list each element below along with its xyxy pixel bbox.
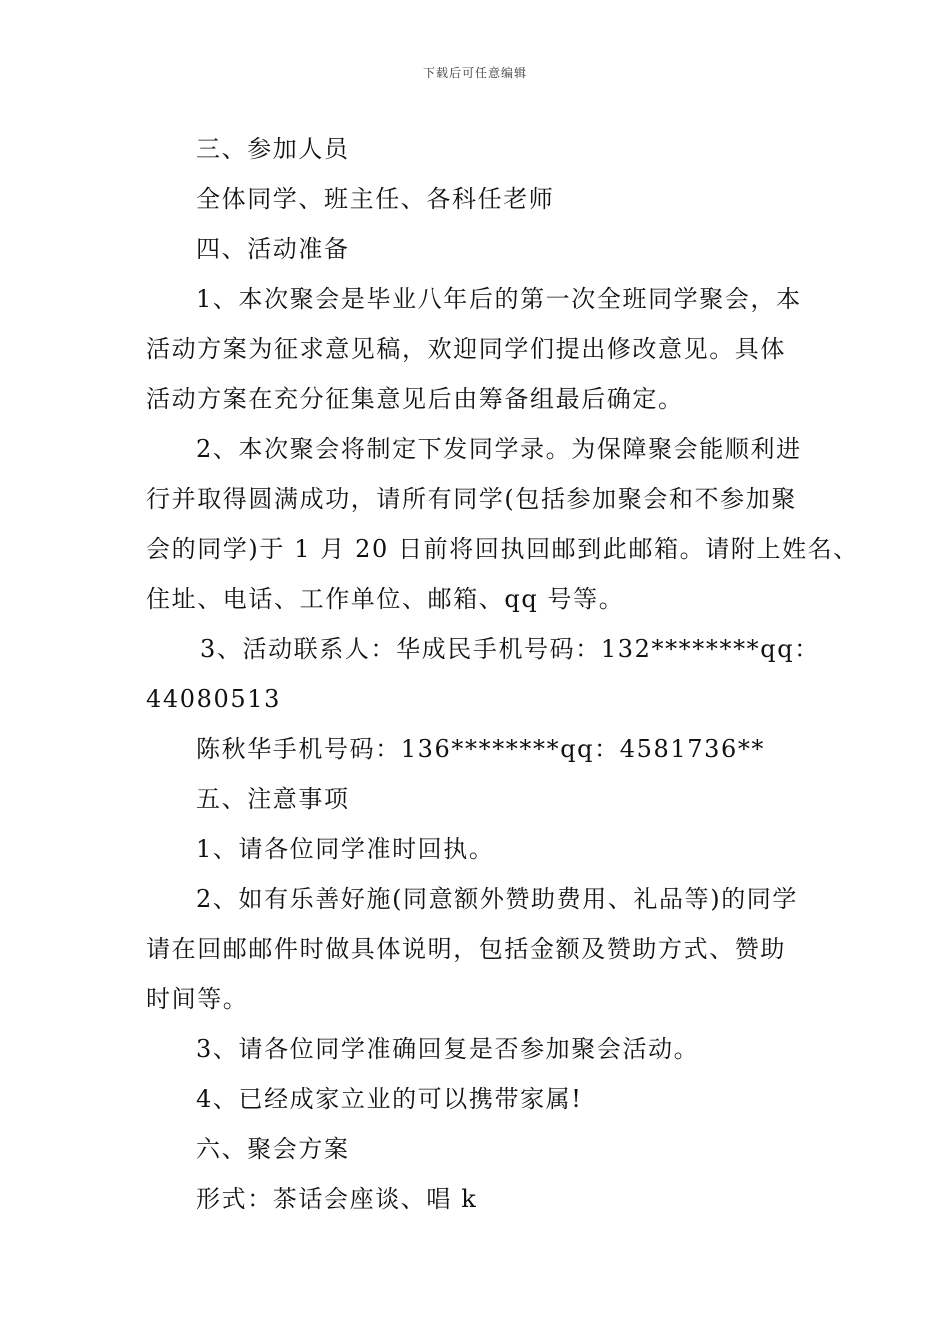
paragraph-line: 1、请各位同学准时回执。 [196, 835, 495, 863]
paragraph-line: 4、已经成家立业的可以携带家属! [196, 1085, 583, 1113]
document-body [146, 124, 859, 1224]
paragraph-line: 形式：茶话会座谈、唱 k [196, 1185, 478, 1213]
paragraph-line: 活动方案在充分征集意见后由筹备组最后确定。 [146, 385, 684, 413]
page-header: 下载后可任意编辑 [422, 66, 527, 80]
section-heading-plan: 六、聚会方案 [196, 1135, 350, 1163]
section-heading-preparation: 四、活动准备 [196, 235, 350, 263]
paragraph-line: 2、本次聚会将制定下发同学录。为保障聚会能顺利进 [196, 435, 802, 463]
paragraph-line: 活动方案为征求意见稿，欢迎同学们提出修改意见。具体 [146, 335, 786, 363]
section-heading-notes: 五、注意事项 [196, 785, 350, 813]
paragraph-line: 陈秋华手机号码：136********qq：4581736** [196, 735, 766, 763]
paragraph-line: 行并取得圆满成功，请所有同学(包括参加聚会和不参加聚 [146, 485, 797, 513]
paragraph-line: 1、本次聚会是毕业八年后的第一次全班同学聚会，本 [196, 285, 802, 313]
paragraph-line: 3、请各位同学准确回复是否参加聚会活动。 [196, 1035, 700, 1063]
paragraph-line: 会的同学)于 1 月 20 日前将回执回邮到此邮箱。请附上姓名、 [146, 535, 859, 563]
paragraph-line: 请在回邮邮件时做具体说明，包括金额及赞助方式、赞助 [146, 935, 786, 963]
section-heading-participants: 三、参加人员 [196, 135, 350, 163]
paragraph-line: 44080513 [146, 685, 281, 713]
paragraph-line: 2、如有乐善好施(同意额外赞助费用、礼品等)的同学 [196, 885, 798, 913]
paragraph-line: 3、活动联系人：华成民手机号码：132********qq： [200, 635, 820, 663]
paragraph-line: 住址、电话、工作单位、邮箱、qq 号等。 [146, 585, 625, 613]
paragraph-line: 时间等。 [146, 985, 249, 1013]
paragraph-line: 全体同学、班主任、各科任老师 [196, 185, 555, 213]
